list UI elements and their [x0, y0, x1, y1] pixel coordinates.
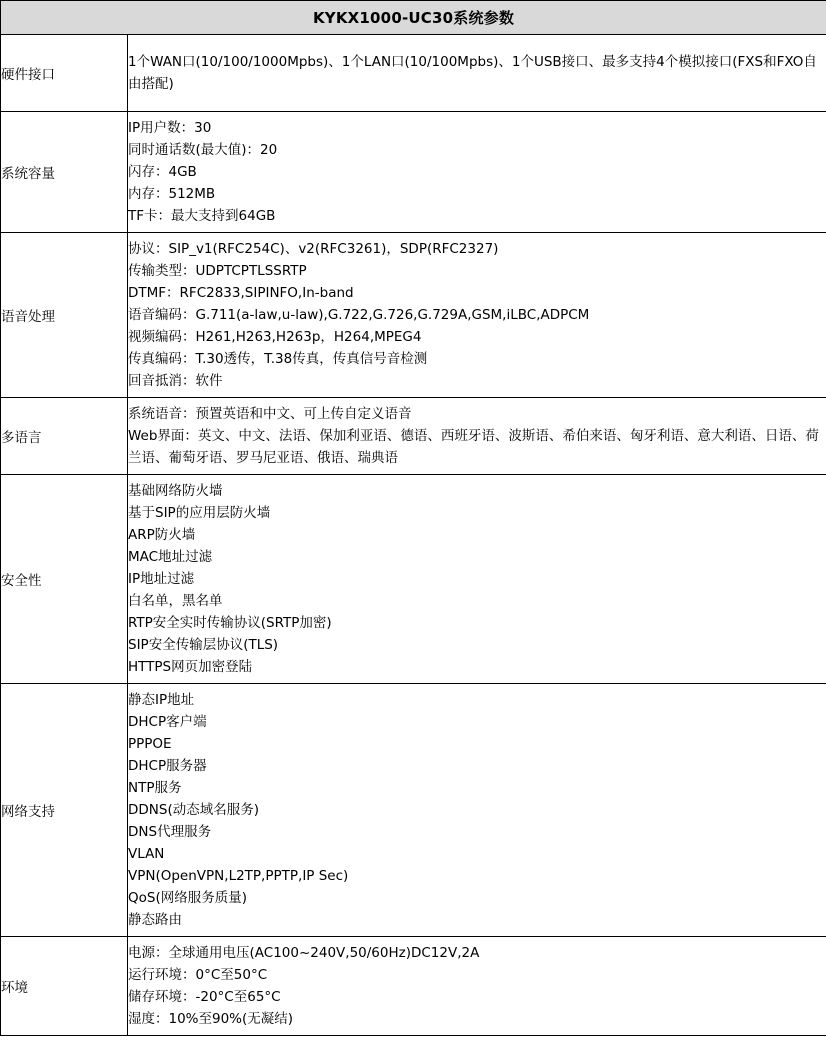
row-label: 网络支持 [1, 684, 128, 937]
content-line: 协议：SIP_v1(RFC254C)、v2(RFC3261)，SDP(RFC2327) [128, 241, 499, 257]
row-content [128, 398, 826, 475]
row-voice-processing [1, 233, 826, 398]
row-environment [1, 937, 826, 1036]
content-line: 运行环境：0°C至50°C [128, 967, 268, 983]
content-line: QoS(网络服务质量) [128, 890, 247, 906]
content-line: 传输类型：UDPTCPTLSSRTP [128, 263, 307, 279]
row-system-capacity [1, 112, 826, 233]
content-line: DHCP客户端 [128, 714, 207, 730]
row-content [128, 35, 826, 112]
row-content [128, 684, 826, 937]
row-label: 安全性 [1, 475, 128, 684]
content-line: 湿度：10%至90%(无凝结) [128, 1011, 294, 1027]
row-network-support [1, 684, 826, 937]
row-label: 环境 [1, 937, 128, 1036]
row-label: 系统容量 [1, 112, 128, 233]
content-line: 基础网络防火墙 [128, 483, 223, 499]
row-label: 硬件接口 [1, 35, 128, 112]
content-line: 基于SIP的应用层防火墙 [128, 505, 271, 521]
content-line: NTP服务 [128, 780, 182, 796]
content-line: 同时通话数(最大值)：20 [128, 142, 278, 158]
content-line: 内存：512MB [128, 186, 216, 202]
content-line: DHCP服务器 [128, 758, 207, 774]
content-line: DNS代理服务 [128, 824, 212, 840]
row-label: 语音处理 [1, 233, 128, 398]
content-line: DDNS(动态域名服务) [128, 802, 259, 818]
row-content [128, 233, 826, 398]
row-multi-language [1, 398, 826, 475]
content-line: 传真编码：T.30透传，T.38传真，传真信号音检测 [128, 351, 428, 367]
content-line: MAC地址过滤 [128, 549, 213, 565]
content-line: 静态路由 [128, 912, 182, 928]
content-line: 视频编码：H261,H263,H263p，H264,MPEG4 [128, 329, 422, 345]
content-line: VLAN [128, 846, 165, 862]
content-line: 白名单，黑名单 [128, 593, 223, 609]
content-line: VPN(OpenVPN,L2TP,PPTP,IP Sec) [128, 868, 349, 884]
row-security [1, 475, 826, 684]
table-title: KYKX1000-UC30系统参数 [1, 1, 826, 35]
content-line: 语音编码：G.711(a-law,u-law),G.722,G.726,G.729A,GSM,iLBC,ADPCM [128, 307, 590, 323]
content-line: SIP安全传输层协议(TLS) [128, 637, 279, 653]
content-line: ARP防火墙 [128, 527, 196, 543]
content-line: 1个WAN口(10/100/1000Mpbs)、1个LAN口(10/100Mpbs)、1个USB接口、最多支持4个模拟接口(FXS和FXO自由搭配) [128, 54, 817, 92]
content-line: IP地址过滤 [128, 571, 195, 587]
content-line: 储存环境：-20°C至65°C [128, 989, 281, 1005]
row-label: 多语言 [1, 398, 128, 475]
content-line: 电源：全球通用电压(AC100~240V,50/60Hz)DC12V,2A [128, 945, 480, 961]
row-content [128, 475, 826, 684]
content-line: TF卡：最大支持到64GB [128, 208, 276, 224]
row-content [128, 937, 826, 1036]
content-line: 回音抵消：软件 [128, 373, 223, 389]
content-line: IP用户数：30 [128, 120, 212, 136]
content-line: RTP安全实时传输协议(SRTP加密) [128, 615, 332, 631]
content-line: Web界面：英文、中文、法语、保加利亚语、德语、西班牙语、波斯语、希伯来语、匈牙利语、意大利语、日语、荷兰语、葡萄牙语、罗马尼亚语、俄语、瑞典语 [128, 428, 819, 466]
row-hardware-interface [1, 35, 826, 112]
content-line: 闪存：4GB [128, 164, 197, 180]
row-content [128, 112, 826, 233]
content-line: 静态IP地址 [128, 692, 195, 708]
content-line: DTMF：RFC2833,SIPINFO,In-band [128, 285, 354, 301]
content-line: 系统语音：预置英语和中文、可上传自定义语音 [128, 406, 412, 422]
content-line: HTTPS网页加密登陆 [128, 659, 253, 675]
title-row [1, 1, 826, 35]
content-line: PPPOE [128, 736, 172, 752]
